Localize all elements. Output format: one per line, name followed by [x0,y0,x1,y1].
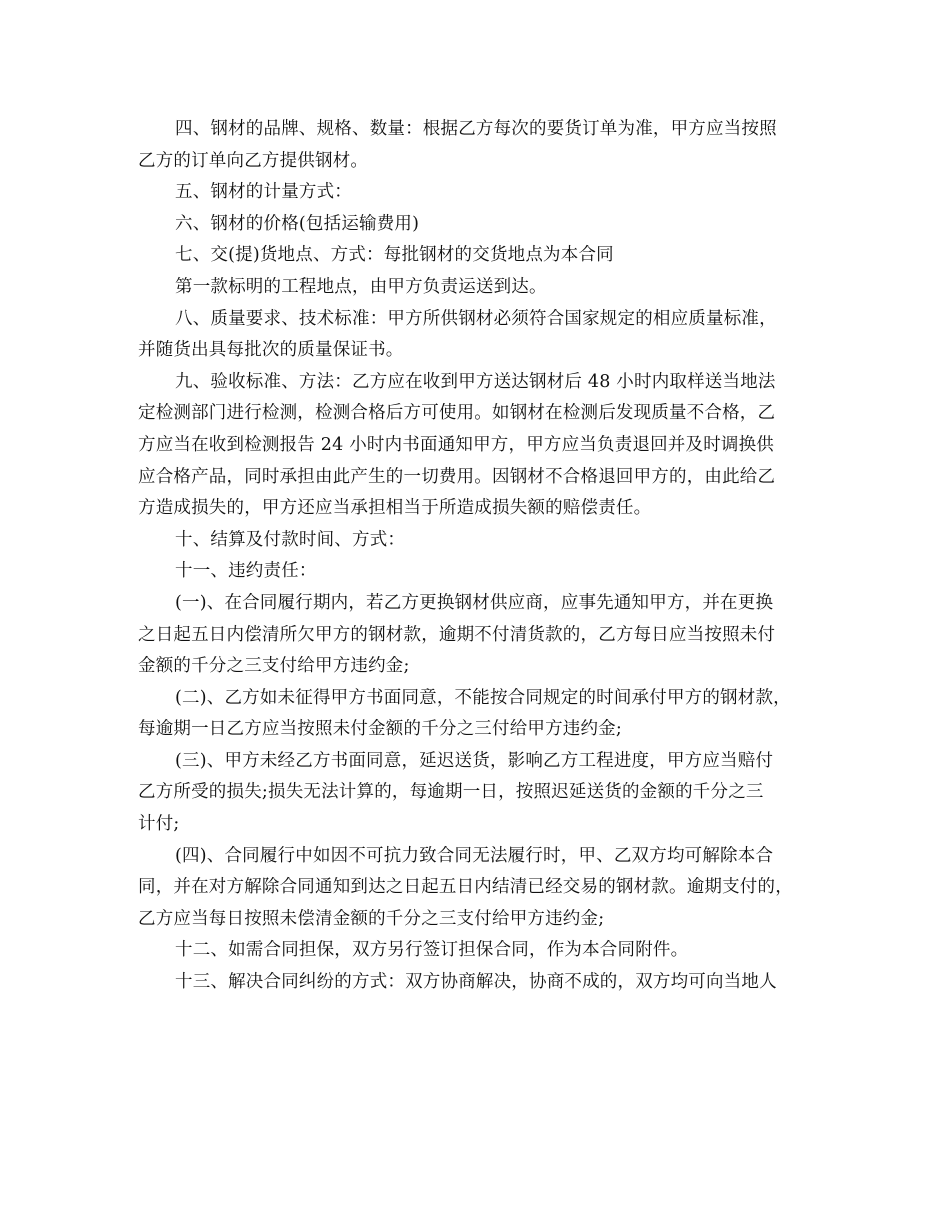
paragraph-line: 乙方所受的损失;损失无法计算的，每逾期一日，按照迟延送货的金额的千分之三 [138,782,764,803]
paragraph-line: 并随货出具每批次的质量保证书。 [138,340,404,361]
paragraph-line: 六、钢材的价格(包括运输费用) [175,213,420,234]
contract-paragraph [138,683,812,746]
paragraph-line: (二)、乙方如未征得甲方书面同意，不能按合同规定的时间承付甲方的钢材款， [175,687,791,708]
paragraph-line: 计付; [138,814,180,835]
contract-paragraph [138,841,812,936]
paragraph-line: (四)、合同履行中如因不可抗力致合同无法履行时，甲、乙双方均可解除本合 [175,845,774,866]
paragraph-line: 十一、违约责任： [175,561,317,582]
contract-paragraph [138,967,812,999]
paragraph-line: 第一款标明的工程地点，由甲方负责运送到达。 [175,276,547,297]
paragraph-line: 七、交(提)货地点、方式：每批钢材的交货地点为本合同 [175,245,614,266]
paragraph-line: 十二、如需合同担保，双方另行签订担保合同，作为本合同附件。 [175,940,689,961]
document-body [138,114,812,999]
contract-paragraph [138,746,812,841]
contract-paragraph [138,114,812,177]
paragraph-line: (一)、在合同履行期内，若乙方更换钢材供应商，应事先通知甲方，并在更换 [175,592,774,613]
contract-paragraph [138,367,812,525]
contract-paragraph [138,525,812,557]
contract-paragraph [138,304,812,367]
paragraph-line: 乙方应当每日按照未偿清金额的千分之三支付给甲方违约金; [138,908,605,929]
paragraph-line: 金额的千分之三支付给甲方违约金; [138,656,410,677]
paragraph-line: 同，并在对方解除合同通知到达之日起五日内结清已经交易的钢材款。逾期支付的， [138,877,793,898]
paragraph-line: 每逾期一日乙方应当按照未付金额的千分之三付给甲方违约金; [138,719,622,740]
paragraph-line: 乙方的订单向乙方提供钢材。 [138,150,369,171]
paragraph-line: 四、钢材的品牌、规格、数量：根据乙方每次的要货订单为准，甲方应当按照 [175,119,777,139]
paragraph-line: (三)、甲方未经乙方书面同意，延迟送货，影响乙方工程进度，甲方应当赔付 [175,750,774,771]
paragraph-line: 五、钢材的计量方式： [175,182,352,203]
paragraph-line: 八、质量要求、技术标准：甲方所供钢材必须符合国家规定的相应质量标准， [175,308,777,329]
contract-paragraph [138,588,812,683]
contract-paragraph [138,556,812,588]
contract-paragraph [138,935,812,967]
paragraph-line: 方造成损失的，甲方还应当承担相当于所造成损失额的赔偿责任。 [138,498,652,519]
paragraph-line: 方应当在收到检测报告 24 小时内书面通知甲方，甲方应当负责退回并及时调换供 [138,434,774,455]
contract-paragraph [138,272,812,304]
paragraph-line: 十三、解决合同纠纷的方式：双方协商解决，协商不成的，双方均可向当地人 [175,972,777,993]
paragraph-line: 九、验收标准、方法：乙方应在收到甲方送达钢材后 48 小时内取样送当地法 [175,371,776,392]
paragraph-line: 十、结算及付款时间、方式： [175,529,406,550]
paragraph-line: 应合格产品，同时承担由此产生的一切费用。因钢材不合格退回甲方的，由此给乙 [138,466,776,487]
contract-paragraph [138,240,812,272]
paragraph-line: 之日起五日内偿清所欠甲方的钢材款，逾期不付清货款的，乙方每日应当按照未付 [138,624,776,645]
contract-paragraph [138,177,812,209]
paragraph-line: 定检测部门进行检测，检测合格后方可使用。如钢材在检测后发现质量不合格，乙 [138,403,776,424]
contract-paragraph [138,209,812,241]
